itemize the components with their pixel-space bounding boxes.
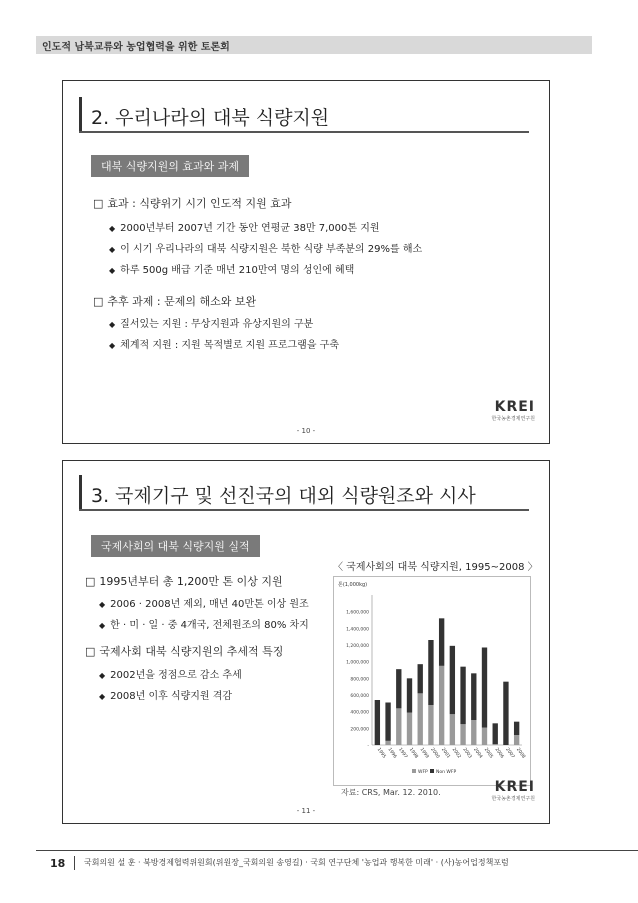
bar-wfp-1997 xyxy=(396,708,401,745)
bar-non-wfp-2004 xyxy=(471,673,476,720)
trend-item: ◆ 2008년 이후 식량지원 격감 xyxy=(99,687,232,702)
title-bar-accent xyxy=(79,97,82,131)
slide-title-text: 2. 우리나라의 대북 식량지원 xyxy=(91,107,330,129)
x-tick-label: 2007 xyxy=(504,747,515,760)
effect-heading: □ 효과 : 식량위기 시기 인도적 지원 효과 xyxy=(93,195,291,211)
bar-wfp-2005 xyxy=(482,728,487,746)
task-item: ◆ 질서있는 지원 : 무상지원과 유상지원의 구분 xyxy=(109,315,313,330)
y-axis-label: 톤(1,000kg) xyxy=(338,582,368,588)
y-tick-label: 1,400,000 xyxy=(346,627,369,633)
section-tag: 대북 식량지원의 효과와 과제 xyxy=(91,155,249,177)
bar-wfp-2001 xyxy=(439,666,444,745)
bar-wfp-2006 xyxy=(493,744,498,745)
task-heading: □ 추후 과제 : 문제의 해소와 보완 xyxy=(93,293,256,309)
bar-non-wfp-1997 xyxy=(396,669,401,708)
slide-10 xyxy=(62,80,550,444)
trend-heading: □ 국제사회 대북 식량지원의 추세적 특징 xyxy=(85,643,283,659)
y-tick-label: 1,200,000 xyxy=(346,644,369,649)
stat-item: ◆ 한 · 미 · 일 · 중 4개국, 전체원조의 80% 차지 xyxy=(99,616,309,631)
page-footer xyxy=(36,850,638,872)
bar-non-wfp-1999 xyxy=(418,664,423,693)
slide-page-number: - 11 - xyxy=(296,807,316,815)
chart-frame xyxy=(333,576,531,786)
y-tick-label: 800,000 xyxy=(350,677,369,683)
legend-label: Non WFP xyxy=(436,770,457,775)
x-tick-label: 2000 xyxy=(429,747,440,760)
legend-label: WFP xyxy=(418,770,428,775)
header-title: 인도적 남북교류와 농업협력을 위한 토론회 xyxy=(42,42,230,53)
bar-wfp-1998 xyxy=(407,713,412,746)
bar-non-wfp-2007 xyxy=(503,682,508,745)
bar-wfp-2004 xyxy=(471,720,476,745)
bar-wfp-2008 xyxy=(514,735,519,745)
x-tick-label: 1999 xyxy=(418,747,430,760)
bar-non-wfp-2006 xyxy=(493,723,498,744)
header-bar xyxy=(36,36,592,54)
chart-title: 〈 국제사회의 대북 식량지원, 1995~2008 〉 xyxy=(333,562,538,573)
x-tick-label: 2008 xyxy=(515,747,526,760)
y-tick-label: 200,000 xyxy=(350,727,369,733)
bar-non-wfp-2000 xyxy=(428,640,433,705)
task-item: ◆ 체계적 지원 : 지원 목적별로 지원 프로그램을 구축 xyxy=(109,336,339,351)
x-tick-label: 2003 xyxy=(461,747,473,760)
stat-heading: □ 1995년부터 총 1,200만 톤 이상 지원 xyxy=(85,573,283,589)
page-number: 18 xyxy=(50,857,66,870)
effect-item: ◆ 하루 500g 배급 기준 매년 210만여 명의 성인에 혜택 xyxy=(109,261,354,276)
x-tick-label: 2006 xyxy=(493,747,505,760)
slide-title-text: 3. 국제기구 및 선진국의 대외 식량원조와 시사 xyxy=(91,485,476,507)
x-tick-label: 1997 xyxy=(397,747,408,760)
bar-non-wfp-2003 xyxy=(460,667,465,724)
chart-source: 자료: CRS, Mar. 12. 2010. xyxy=(341,788,441,797)
bar-wfp-2002 xyxy=(450,714,455,745)
x-tick-label: 1998 xyxy=(407,747,419,760)
krei-logo: KREI 한국농촌경제연구원 xyxy=(491,779,535,802)
slide-11 xyxy=(62,460,550,824)
bar-non-wfp-2001 xyxy=(439,618,444,666)
stat-item: ◆ 2006 · 2008년 제외, 매년 40만톤 이상 원조 xyxy=(99,595,309,610)
footer-text: 국회의원 설 훈 · 북방경제협력위원회(위원장_국회의원 송영길) · 국회 연구단체 '농업과 행복한 미래' · (사)농어업정책포럼 xyxy=(84,858,509,867)
slide-title xyxy=(79,475,529,511)
bar-non-wfp-1996 xyxy=(385,703,390,741)
food-aid-bar-chart xyxy=(334,577,530,785)
effect-item: ◆ 이 시기 우리나라의 대북 식량지원은 북한 식량 부족분의 29%를 해소 xyxy=(109,240,422,255)
y-tick-label: 600,000 xyxy=(350,694,369,699)
footer-separator xyxy=(74,856,75,870)
legend-swatch-non-wfp xyxy=(430,769,434,773)
y-tick-label: 1,600,000 xyxy=(346,610,369,616)
slide-title xyxy=(79,97,529,133)
bar-non-wfp-2005 xyxy=(482,648,487,728)
trend-item: ◆ 2002년을 정점으로 감소 추세 xyxy=(99,666,242,681)
y-tick-label: 400,000 xyxy=(350,710,369,716)
bar-non-wfp-1995 xyxy=(375,700,380,745)
bar-wfp-2003 xyxy=(460,724,465,745)
title-bar-accent xyxy=(79,475,82,509)
section-tag: 국제사회의 대북 식량지원 실적 xyxy=(91,535,260,557)
bar-non-wfp-2002 xyxy=(450,646,455,714)
bar-wfp-1999 xyxy=(418,693,423,745)
y-tick-label: - xyxy=(367,744,369,749)
effect-item: ◆ 2000년부터 2007년 기간 동안 연평균 38만 7,000톤 지원 xyxy=(109,219,380,234)
bar-non-wfp-2008 xyxy=(514,722,519,735)
footer-rule xyxy=(36,850,638,851)
x-tick-label: 1995 xyxy=(375,747,387,760)
x-tick-label: 2005 xyxy=(482,747,494,760)
bar-wfp-2000 xyxy=(428,705,433,745)
krei-logo: KREI 한국농촌경제연구원 xyxy=(491,399,535,422)
x-tick-label: 2002 xyxy=(450,747,462,760)
x-tick-label: 2004 xyxy=(472,747,483,760)
legend-swatch-wfp xyxy=(412,769,416,773)
x-tick-label: 2001 xyxy=(440,747,451,760)
slide-page-number: - 10 - xyxy=(296,427,316,435)
bar-non-wfp-1998 xyxy=(407,678,412,712)
y-tick-label: 1,000,000 xyxy=(346,660,369,666)
x-tick-label: 1996 xyxy=(386,747,398,760)
bar-wfp-1996 xyxy=(385,741,390,745)
